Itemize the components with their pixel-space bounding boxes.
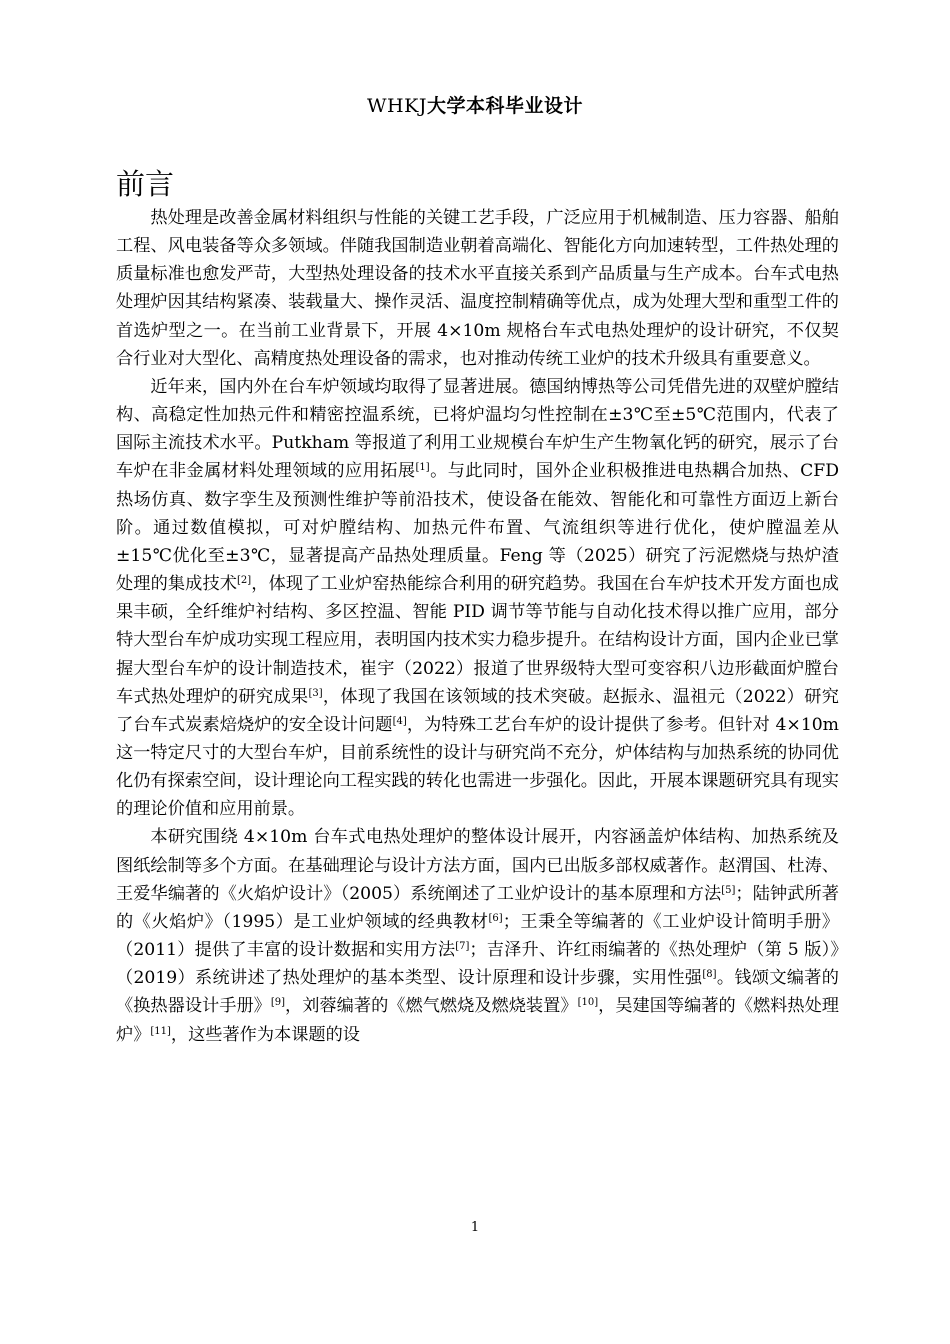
paragraph-text: ；陆钟武所著的《火焰炉》（1995）是工业炉领域的经典教材 — [116, 883, 839, 932]
paragraph-text: 热处理是改善金属材料组织与性能的关键工艺手段，广泛应用于机械制造、压力容器、船舶工程、风电装备等众多领域。伴随我国制造业朝着高端化、智能化方向加速转型，工件热处理的质量标准也愈发严苛，大型热处理设备的技术水平直接关系到产品质量与生产成本。台车式电热处理炉因其结构紧凑、装载量大、操作灵活、温度控制精确等优点，成为处理大型和重型工件的首选炉型之一。在当前工业背景下，开展 4×10m 规格台车式电热处理炉的设计研究，不仅契合行业对大型化、高精度热处理设备的需求，也对推动传统工业炉的技术升级具有重要意义。 — [116, 208, 839, 369]
citation-ref: [9] — [270, 997, 286, 1009]
paragraph-text: ，这些著作为本课题的设 — [170, 1024, 360, 1045]
citation-ref: [7] — [455, 941, 470, 953]
paragraph-text: ，吴建国等编著的《燃料热处理炉》 — [116, 996, 839, 1045]
citation-ref: [6] — [488, 912, 503, 924]
citation-ref: [10] — [577, 997, 599, 1009]
paragraph-text: ；吉泽升、许红雨编著的《热处理炉（第 5 版）》（2019）系统讲述了热处理炉的基本类型、设计原理和设计步骤，实用性强 — [116, 940, 839, 989]
header-title-prefix: WHKJ — [367, 95, 427, 117]
paragraph-text: 。与此同时，国外企业积极推进电热耦合加热、CFD 热场仿真、数字孪生及预测性维护等前沿技术，使设备在能效、智能化和可靠性方面迈上新台阶。通过数值模拟，可对炉膛结构、加热元件布置、气流组织等进行优化，使炉膛温差从±15℃优化至±3℃，显著提高产品热处理质量。Feng 等（2025）研究了污泥燃烧与热炉渣处理的集成技术 — [116, 461, 839, 595]
body-paragraph — [116, 823, 839, 1048]
citation-ref: [5] — [721, 884, 736, 896]
citation-ref: [11] — [150, 1025, 171, 1037]
body-paragraph — [116, 373, 839, 824]
paragraph-text: 本研究围绕 4×10m 台车式电热处理炉的整体设计展开，内容涵盖炉体结构、加热系统及图纸绘制等多个方面。在基础理论与设计方法方面，国内已出版多部权威著作。赵渭国、杜涛、王爱华编著的《火焰炉设计》（2005）系统阐述了工业炉设计的基本原理和方法 — [116, 827, 839, 904]
paragraph-text: 。钱颂文编著的《换热器设计手册》 — [116, 968, 839, 1017]
running-header — [0, 94, 950, 118]
body-paragraph — [116, 204, 839, 373]
citation-ref: [3] — [308, 687, 323, 699]
citation-ref: [2] — [237, 575, 252, 587]
paragraph-text: ，体现了我国在该领域的技术突破。赵振永、温祖元（2022）研究了台车式炭素焙烧炉的安全设计问题 — [116, 686, 839, 735]
citation-ref: [8] — [702, 969, 717, 981]
page-number: 1 — [470, 1220, 480, 1235]
paragraph-text: 近年来，国内外在台车炉领域均取得了显著进展。德国纳博热等公司凭借先进的双壁炉膛结构、高稳定性加热元件和精密控温系统，已将炉温均匀性控制在±3℃至±5℃范围内，代表了国际主流技术水平。Putkham 等报道了利用工业规模台车炉生产生物氧化钙的研究，展示了台车炉在非金属材料处理领域的应用拓展 — [116, 376, 839, 482]
paragraph-text: ；王秉全等编著的《工业炉设计简明手册》（2011）提供了丰富的设计数据和实用方法 — [116, 911, 839, 961]
paragraph-text: ，体现了工业炉窑热能综合利用的研究趋势。我国在台车炉技术开发方面也成果丰硕，全纤维炉衬结构、多区控温、智能 PID 调节等节能与自动化技术得以推广应用，部分特大型台车炉成功实现工程应用，表明国内技术实力稳步提升。在结构设计方面，国内企业已掌握大型台车炉的设计制造技术，崔宇（2022）报道了世界级特大型可变容积八边形截面炉膛台车式热处理炉的研究成果 — [116, 574, 839, 707]
section-heading: 前言 — [116, 167, 175, 201]
body-text — [116, 204, 839, 1049]
citation-ref: [1] — [415, 462, 430, 474]
header-title-suffix: 大学本科毕业设计 — [426, 95, 583, 117]
citation-ref: [4] — [392, 715, 407, 727]
paragraph-text: ，为特殊工艺台车炉的设计提供了参考。但针对 4×10m 这一特定尺寸的大型台车炉，目前系统性的设计与研究尚不充分，炉体结构与加热系统的协同优化仍有探索空间，设计理论向工程实践的转化也需进一步强化。因此，开展本课题研究具有现实的理论价值和应用前景。 — [116, 714, 839, 820]
paragraph-text: ，刘蓉编著的《燃气燃烧及燃烧装置》 — [285, 996, 578, 1017]
